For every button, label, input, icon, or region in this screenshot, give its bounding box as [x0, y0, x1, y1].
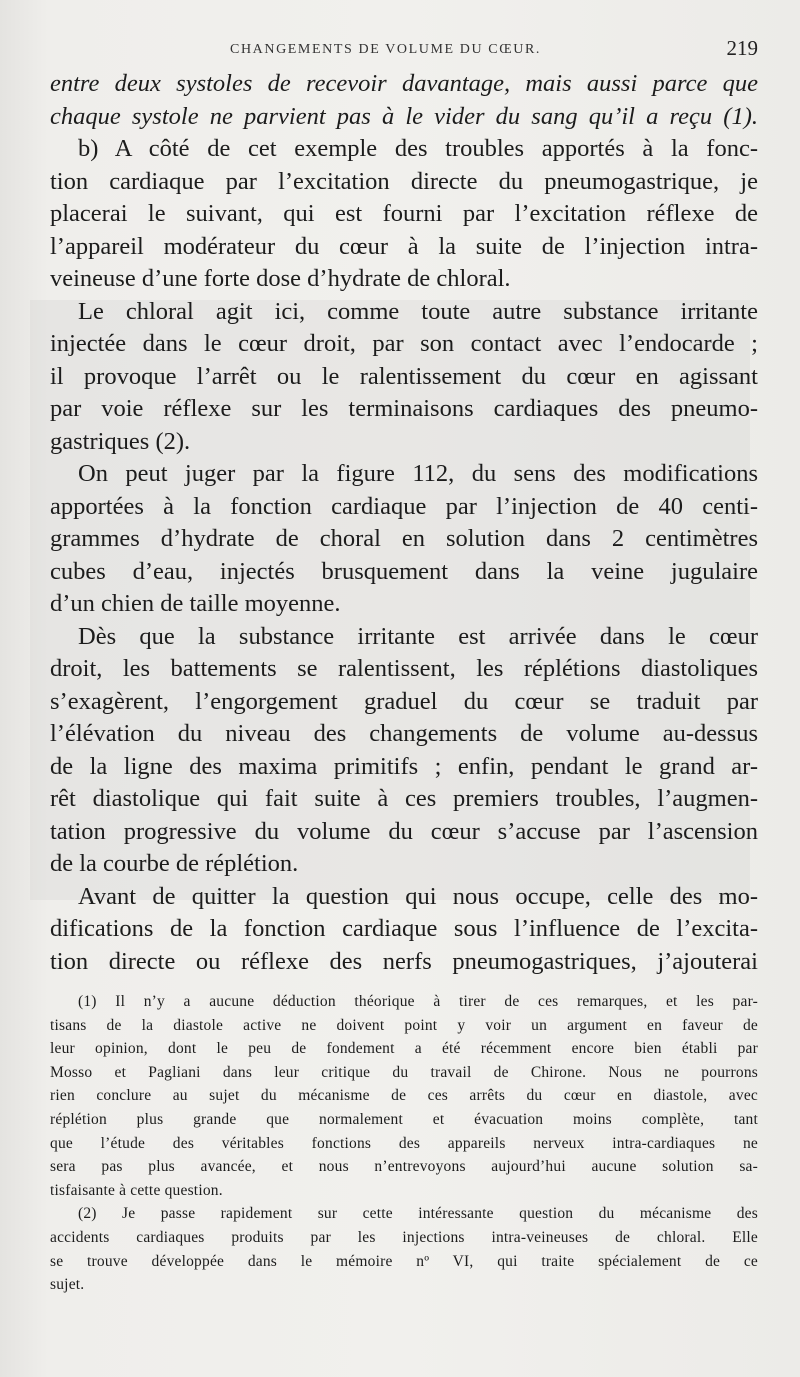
text-line: Avant de quitter la question qui nous occupe, celle des mo- — [78, 882, 758, 910]
text-line: apportées à la fonction cardiaque par l’injection de 40 centi- — [50, 492, 758, 520]
paragraph-4 — [50, 458, 758, 621]
text-line: rêt diastolique qui fait suite à ces premiers troubles, l’augmen- — [50, 785, 758, 812]
paragraph-6 — [50, 881, 758, 979]
body-text — [50, 68, 758, 978]
text-line: s’exagèrent, l’engorgement graduel du cœur se traduit par — [50, 687, 758, 715]
page-number: 219 — [726, 36, 758, 60]
footnote-line: réplétion plus grande que normalement et évacuation moins complète, tant — [50, 1110, 758, 1128]
text-line: Le chloral agit ici, comme toute autre substance irritante — [78, 297, 758, 325]
text-line: d’un chien de taille moyenne. — [50, 590, 341, 617]
paragraph-3 — [50, 296, 758, 459]
text-line: placerai le suivant, qui est fourni par l’excitation réflexe de — [50, 200, 758, 227]
footnotes — [50, 990, 758, 1297]
text-line: chaque systole ne parvient pas à le vider du sang qu’il a reçu (1). — [50, 102, 758, 130]
text-line: tion directe ou réflexe des nerfs pneumogastriques, j’ajouterai — [50, 947, 758, 975]
text-line: entre deux systoles de recevoir davantage, mais aussi parce que — [50, 70, 758, 97]
text-line: tion cardiaque par l’excitation directe du pneumogastrique, je — [50, 167, 758, 195]
text-line: injectée dans le cœur droit, par son contact avec l’endocarde ; — [50, 330, 758, 357]
text-line: droit, les battements se ralentissent, les réplétions diastoliques — [50, 655, 758, 682]
footnote-line: (2) Je passe rapidement sur cette intéressante question du mécanisme des — [78, 1205, 758, 1223]
footnote-line: sera pas plus avancée, et nous n’entrevoyons aujourd’hui aucune solution sa- — [50, 1158, 758, 1176]
text-line: l’élévation du niveau des changements de volume au-dessus — [50, 720, 758, 747]
paragraph-5 — [50, 621, 758, 881]
footnote-line: rien conclure au sujet du mécanisme de ces arrêts du cœur en diastole, avec — [50, 1087, 758, 1105]
paragraph-1 — [50, 68, 758, 133]
running-head — [50, 34, 758, 64]
text-line: b) A côté de cet exemple des troubles apportés à la fonc- — [78, 135, 758, 162]
text-line: cubes d’eau, injectés brusquement dans la veine jugulaire — [50, 557, 758, 585]
text-line: On peut juger par la figure 112, du sens des modifications — [78, 460, 758, 487]
running-head-title: CHANGEMENTS DE VOLUME DU CŒUR. — [230, 42, 542, 57]
footnote-line: (1) Il n’y a aucune déduction théorique à tirer de ces remarques, et les par- — [78, 993, 758, 1010]
footnote-line: sujet. — [50, 1276, 85, 1294]
text-line: grammes d’hydrate de choral en solution dans 2 centimètres — [50, 525, 758, 552]
text-line: gastriques (2). — [50, 427, 191, 455]
text-line: de la ligne des maxima primitifs ; enfin, pendant le grand ar- — [50, 752, 758, 780]
text-line: de la courbe de réplétion. — [50, 850, 299, 877]
text-line: difications de la fonction cardiaque sous l’influence de l’excita- — [50, 915, 758, 942]
text-line: il provoque l’arrêt ou le ralentissement du cœur en agissant — [50, 362, 758, 390]
footnote-line: se trouve développée dans le mémoire nº VI, qui traite spécialement de ce — [50, 1252, 758, 1270]
text-line: Dès que la substance irritante est arrivée dans le cœur — [78, 622, 758, 650]
footnote-line: tisans de la diastole active ne doivent point y voir un argument en faveur de — [50, 1016, 758, 1034]
footnote-line: Mosso et Pagliani dans leur critique du travail de Chirone. Nous ne pourrons — [50, 1063, 758, 1081]
text-line: tation progressive du volume du cœur s’accuse par l’ascension — [50, 817, 758, 845]
footnote-1 — [50, 990, 758, 1202]
footnote-line: que l’étude des véritables fonctions des appareils nerveux intra-cardiaques ne — [50, 1134, 758, 1152]
text-line: veineuse d’une forte dose d’hydrate de chloral. — [50, 265, 511, 292]
footnote-line: leur opinion, dont le peu de fondement a été récemment encore bien établi par — [50, 1040, 758, 1058]
text-line: l’appareil modérateur du cœur à la suite de l’injection intra- — [50, 232, 758, 260]
footnote-line: accidents cardiaques produits par les injections intra-veineuses de chloral. Elle — [50, 1228, 758, 1246]
paragraph-2 — [50, 133, 758, 296]
footnote-2 — [50, 1202, 758, 1296]
text-line: par voie réflexe sur les terminaisons cardiaques des pneumo- — [50, 395, 758, 422]
footnote-line: tisfaisante à cette question. — [50, 1181, 223, 1199]
